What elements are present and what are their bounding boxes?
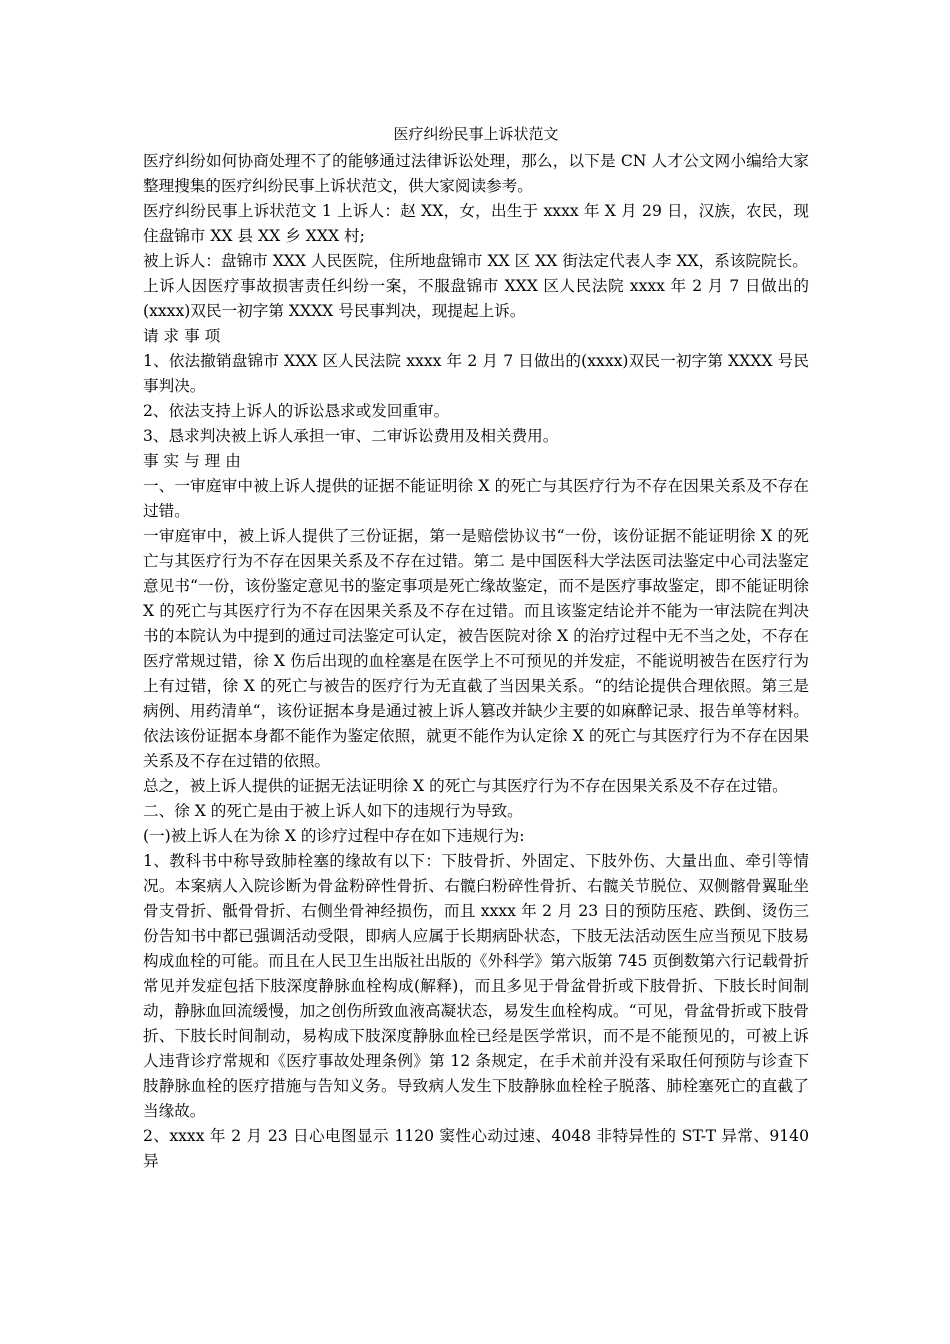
request-item-3: 3、恳求判决被上诉人承担一审、二审诉讼费用及相关费用。 [143,427,559,445]
request-item-2: 2、依法支持上诉人的诉讼恳求或发回重审。 [143,402,450,420]
sub-point-1: (一)被上诉人在为徐 X 的诊疗过程中存在如下违规行为: [143,827,525,845]
section-heading-requests: 请 求 事 项 [143,327,221,345]
section-heading-facts: 事 实 与 理 由 [143,452,241,470]
document-title: 医疗纠纷民事上诉状范文 [393,125,559,143]
fact-point-2: 二、徐 X 的死亡是由于被上诉人如下的违规行为导致。 [143,802,523,820]
fact-point-1: 一、一审庭审中被上诉人提供的证据不能证明徐 X 的死亡与其医疗行为不存在因果关系及不存在过错。 [143,477,809,520]
request-item-1: 1、依法撤销盘锦市 XXX 区人民法院 xxxx 年 2 月 7 日做出的(xxxx)双民一初字第 XXXX 号民事判决。 [143,352,809,395]
paragraph-conclusion: 总之，被上诉人提供的证据无法证明徐 X 的死亡与其医疗行为不存在因果关系及不存在过错。 [143,777,788,795]
paragraph-case-summary: 上诉人因医疗事故损害责任纠纷一案，不服盘锦市 XXX 区人民法院 xxxx 年 2 月 7 日做出的(xxxx)双民一初字第 XXXX 号民事判决，现提起上诉。 [143,277,809,320]
violation-item-1: 1、教科书中称导致肺栓塞的缘故有以下：下肢骨折、外固定、下肢外伤、大量出血、牵引等情况。本案病人入院诊断为骨盆粉碎性骨折、右髋臼粉碎性骨折、右髋关节脱位、双侧髂骨翼耻坐骨支骨折、骶骨骨折、右侧坐骨神经损伤，而且 xxxx 年 2 月 23 日的预防压疮、跌倒、烫伤三份告知书中都已强调活动受限，即病人应属于长期病卧状态，下肢无法活动医生应当预见下肢易构成血栓的可能。而且在人民卫生出版社出版的《外科学》第六版第 745 页倒数第六行记载骨折常见并发症包括下肢深度静脉血栓构成(解释)，而且多见于骨盆骨折或下肢骨折、下肢长时间制动，静脉血回流缓慢，加之创伤所致血液高凝状态，易发生血栓构成。“可见，骨盆骨折或下肢骨折、下肢长时间制动，易构成下肢深度静脉血栓已经是医学常识，而不是不能预见的，可被上诉人违背诊疗常规和《医疗事故处理条例》第 12 条规定，在手术前并没有采取任何预防与诊查下肢静脉血栓的医疗措施与告知义务。导致病人发生下肢静脉血栓栓子脱落、肺栓塞死亡的直截了当缘故。 [143,852,809,1120]
paragraph-appellant: 医疗纠纷民事上诉状范文 1 上诉人：赵 XX，女，出生于 xxxx 年 X 月 29 日，汉族，农民，现住盘锦市 XX 县 XX 乡 XXX 村; [143,202,809,245]
paragraph-intro: 医疗纠纷如何协商处理不了的能够通过法律诉讼处理，那么，以下是 CN 人才公文网小编给大家整理搜集的医疗纠纷民事上诉状范文，供大家阅读参考。 [143,152,809,195]
paragraph-evidence: 一审庭审中，被上诉人提供了三份证据，第一是赔偿协议书“一份，该份证据不能证明徐 X 的死亡与其医疗行为不存在因果关系及不存在过错。第二 是中国医科大学法医司法鉴定中心司法鉴定意见书“一份，该份鉴定意见书的鉴定事项是死亡缘故鉴定，而不是医疗事故鉴定，即不能证明徐 X 的死亡与其医疗行为不存在因果关系及不存在过错。而且该鉴定结论并不能为一审法院在判决书的本院认为中提到的通过司法鉴定可认定，被告医院对徐 X 的治疗过程中无不当之处，不存在医疗常规过错，徐 X 伤后出现的血栓塞是在医学上不可预见的并发症，不能说明被告在医疗行为上有过错，徐 X 的死亡与被告的医疗行为无直截了当因果关系。“的结论提供合理依照。第三是病例、用药清单“，该份证据本身是通过被上诉人篡改并缺少主要的如麻醉记录、报告单等材料。依法该份证据本身都不能作为鉴定依照，就更不能作为认定徐 X 的死亡与其医疗行为不存在因果关系及不存在过错的依照。 [143,527,809,770]
document-body [143,119,809,1174]
paragraph-appellee: 被上诉人：盘锦市 XXX 人民医院，住所地盘锦市 XX 区 XX 街法定代表人李 XX，系该院院长。 [143,252,808,270]
violation-item-2: 2、xxxx 年 2 月 23 日心电图显示 1120 窦性心动过速、4048 非特异性的 ST-T 异常、9140 异 [143,1127,809,1170]
